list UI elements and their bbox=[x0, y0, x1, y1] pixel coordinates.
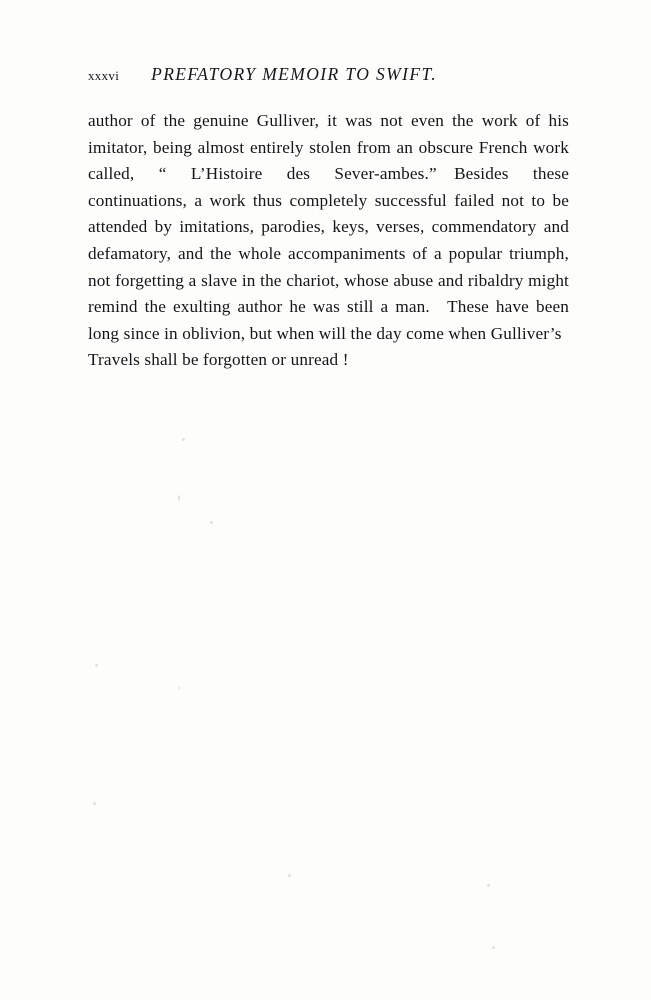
paper-speck bbox=[178, 495, 180, 501]
paper-speck bbox=[182, 438, 185, 441]
paper-speck bbox=[210, 521, 213, 524]
paper-speck bbox=[95, 664, 98, 667]
paper-speck bbox=[178, 687, 180, 689]
paragraph bbox=[88, 108, 569, 374]
paper-speck bbox=[492, 946, 495, 949]
paper-speck bbox=[487, 884, 490, 887]
body-text-block bbox=[88, 108, 569, 374]
paper-speck bbox=[93, 802, 96, 805]
paper-speck bbox=[288, 874, 291, 877]
running-head: PREFATORY MEMOIR TO SWIFT. bbox=[151, 64, 438, 84]
page-number: xxxvi bbox=[88, 68, 120, 83]
paragraph-last-line: Travels shall be forgotten or unread ! bbox=[88, 350, 349, 370]
page-header bbox=[88, 64, 566, 85]
paragraph-text: author of the genuine Gulliver, it was not even the work of his imitator, being almost entirely stolen from an obscure French work called, “ L’Histoire des Sever-ambes.” Besides these continuations, a work thus completely successful failed not to be attended by imitations, parodies, keys, verses, commendatory and defamatory, and the whole accompaniments of a popular triumph, not forgetting a slave in the chariot, whose abuse and ribaldry might remind the exulting author he was still a man. These have been long since in oblivion, but when will the day come when Gulliver’s bbox=[88, 111, 569, 343]
